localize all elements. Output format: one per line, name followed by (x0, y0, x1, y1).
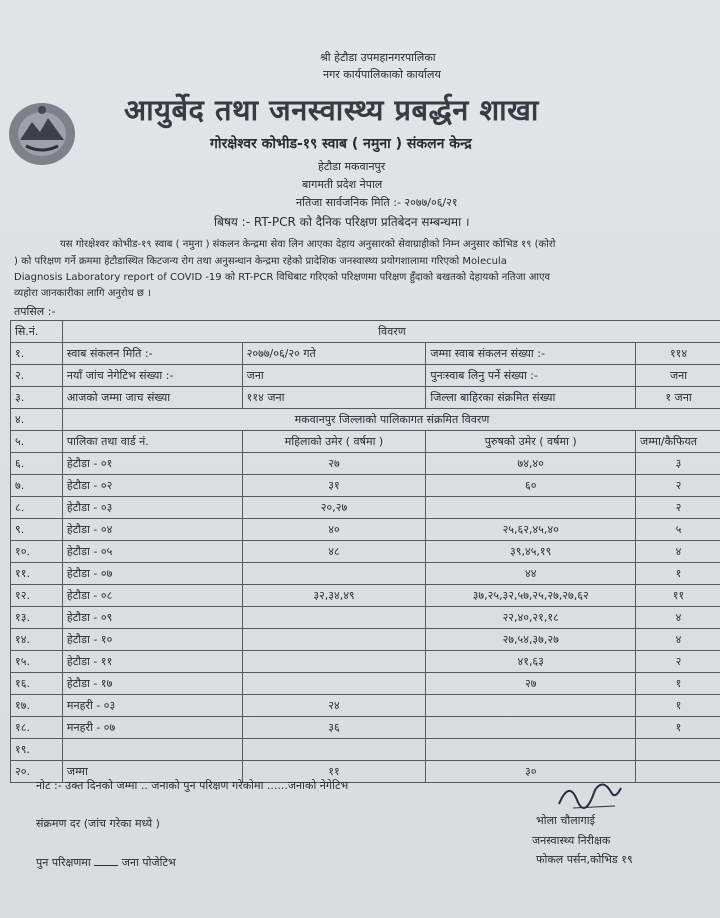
female-ages (242, 607, 426, 629)
male-ages: ४१,६३ (426, 651, 636, 673)
row-sn: २. (11, 365, 63, 387)
female-ages (242, 629, 426, 651)
row-sn: ७. (11, 475, 63, 497)
row-sn: ८. (11, 497, 63, 519)
swab-date-value: २०७७/०६/२० गते (242, 343, 426, 365)
body-line-2: ) को परिक्षण गर्ने क्रममा हेटौडास्थित किटजन्य रोग तथा अनुसन्धान केन्द्रमा रहेको प्रादेशिक जनस्वास्थ्य प्रयोगशालामा गरिएको Molecula (14, 256, 507, 267)
table-row (11, 651, 720, 673)
row-total: १ (636, 563, 720, 585)
male-ages: ३९,४५,१९ (426, 541, 636, 563)
reswab-value: जना (636, 365, 720, 387)
table-row (11, 343, 720, 365)
row-sn: १२. (11, 585, 63, 607)
table-row (11, 475, 720, 497)
row-sn: २०. (11, 761, 63, 783)
male-ages: २५,६२,४५,४० (426, 519, 636, 541)
row-sn: १. (11, 343, 63, 365)
male-ages (426, 497, 636, 519)
row-sn: १४. (11, 629, 63, 651)
summary-table (10, 320, 720, 783)
ward-name: हेटौडा - ०२ (62, 475, 242, 497)
row-total: ४ (636, 607, 720, 629)
row-total: ४ (636, 629, 720, 651)
address-line-2: बागमती प्रदेश नेपाल (302, 178, 383, 191)
table-row (11, 629, 720, 651)
row-sn: ३. (11, 387, 63, 409)
row-total: ११ (636, 585, 720, 607)
outside-district-value: १ जना (636, 387, 720, 409)
retest-mark (94, 865, 118, 866)
row-sn: ५. (11, 431, 63, 453)
signer-name: भोला चौलागाई (536, 814, 595, 827)
signer-title: जनस्वास्थ्य निरीक्षक (532, 834, 611, 847)
total-label: जम्मा (62, 761, 242, 783)
row-sn: ११. (11, 563, 63, 585)
ward-rows (11, 453, 720, 761)
tapsil-label: तपसिल :- (14, 305, 56, 318)
office-name: नगर कार्यपालिकाको कार्यालय (323, 68, 441, 81)
col-male-age: पुरुषको उमेर ( वर्षमा ) (426, 431, 636, 453)
government-emblem (6, 100, 78, 168)
header-description: विवरण (62, 321, 720, 343)
table-row (11, 387, 720, 409)
table-header-row (11, 321, 720, 343)
row-sn: १३. (11, 607, 63, 629)
district-section-title: मकवानपुर जिल्लाको पालिकागत संक्रमित विवरण (62, 409, 720, 431)
row-total: १ (636, 673, 720, 695)
row-total: २ (636, 651, 720, 673)
male-ages: ३७,२५,३२,५७,२५,२७,२७,६२ (426, 585, 636, 607)
female-ages (242, 739, 426, 761)
table-row (11, 695, 720, 717)
ward-name: हेटौडा - ०५ (62, 541, 242, 563)
row-sn: १७. (11, 695, 63, 717)
female-ages: २७ (242, 453, 426, 475)
female-ages: ३६ (242, 717, 426, 739)
reswab-label: पुनःस्वाब लिनु पर्ने संख्या :- (426, 365, 636, 387)
row-total: ३ (636, 453, 720, 475)
row-sn: १५. (11, 651, 63, 673)
ward-name: हेटौडा - ११ (62, 651, 242, 673)
row-total: ५ (636, 519, 720, 541)
body-line-3: Diagnosis Laboratory report of COVID -19 को RT-PCR विधिबाट गरिएको परिक्षणमा परिक्षण हुँदाको बखतको देहायको नतिजा आएव (14, 272, 551, 283)
row-sn: ९. (11, 519, 63, 541)
col-total: जम्मा/कैफियत (636, 431, 720, 453)
infection-rate: संक्रमण दर (जांच गरेका मध्ये ) (36, 817, 160, 830)
male-ages: ४४ (426, 563, 636, 585)
female-ages: ३२,३४,४९ (242, 585, 426, 607)
total-tests-label: आजको जम्मा जाच संख्या (62, 387, 242, 409)
male-ages: २२,४०,२१,१८ (426, 607, 636, 629)
table-row (11, 453, 720, 475)
table-row (11, 739, 720, 761)
ward-name: हेटौडा - ०८ (62, 585, 242, 607)
ward-name: हेटौडा - ०३ (62, 497, 242, 519)
female-ages: २०,२७ (242, 497, 426, 519)
retest-line (36, 855, 176, 870)
signature (555, 770, 625, 812)
result-date: नतिजा सार्वजनिक मिति :- २०७७/०६/२१ (296, 196, 458, 209)
table-row (11, 607, 720, 629)
row-total: २ (636, 497, 720, 519)
table-row (11, 673, 720, 695)
female-ages: ४८ (242, 541, 426, 563)
col-ward: पालिका तथा वार्ड नं. (62, 431, 242, 453)
ward-name: हेटौडा - ०४ (62, 519, 242, 541)
total-swab-value: ११४ (636, 343, 720, 365)
ward-name: हेटौडा - ०१ (62, 453, 242, 475)
row-sn: १६. (11, 673, 63, 695)
col-female-age: महिलाको उमेर ( वर्षमा ) (242, 431, 426, 453)
female-ages: ४० (242, 519, 426, 541)
table-row (11, 541, 720, 563)
row-sn: १८. (11, 717, 63, 739)
retest-suffix: जना पोजेटिभ (121, 856, 176, 869)
table-row (11, 497, 720, 519)
male-ages: ६० (426, 475, 636, 497)
negative-count-label: नयाँ जांच नेगेटिभ संख्या :- (62, 365, 242, 387)
row-total: २ (636, 475, 720, 497)
municipality-name: श्री हेटौडा उपमहानगरपालिका (320, 51, 436, 64)
department-title: आयुर्बेद तथा जनस्वास्थ्य प्रबर्द्धन शाखा (124, 93, 539, 127)
male-ages (426, 695, 636, 717)
total-male: ३० (426, 761, 636, 783)
female-ages (242, 673, 426, 695)
table-row (11, 717, 720, 739)
body-line-1: यस गोरक्षेश्वर कोभीड-१९ स्वाब ( नमुना ) संकलन केन्द्रमा सेवा लिन आएका देहाय अनुसारको सेवाग्राहीको निम्न अनुसार कोभिड १९ (कोरो (60, 239, 556, 250)
ward-name: हेटौडा - १७ (62, 673, 242, 695)
table-subheader-row (11, 431, 720, 453)
swab-date-label: स्वाब संकलन मिति :- (62, 343, 242, 365)
total-swab-label: जम्मा स्वाब संकलन संख्या :- (426, 343, 636, 365)
header-sn: सि.नं. (11, 321, 63, 343)
male-ages: २७,५४,३७,२७ (426, 629, 636, 651)
male-ages (426, 717, 636, 739)
row-sn: १०. (11, 541, 63, 563)
female-ages (242, 563, 426, 585)
female-ages: २४ (242, 695, 426, 717)
row-total: १ (636, 695, 720, 717)
table-row (11, 519, 720, 541)
male-ages (426, 739, 636, 761)
retest-label: पुन परिक्षणमा (36, 856, 95, 869)
footer-note: नोट :- उक्त दिनको जम्मा .. जनाको पुन परिक्षण गरेकोमा ......जनाको नेगेटिभ (36, 779, 349, 792)
ward-name: मनहरी - ०७ (62, 717, 242, 739)
signer-role: फोकल पर्सन,कोभिड १९ (536, 853, 633, 866)
row-total (636, 739, 720, 761)
body-line-4: व्यहोरा जानकारीका लागि अनुरोध छ । (14, 288, 151, 299)
total-tests-value: ११४ जना (242, 387, 426, 409)
male-ages: ७४,४० (426, 453, 636, 475)
address-line-1: हेटौडा मकवानपुर (318, 160, 386, 173)
table-row (11, 585, 720, 607)
row-sn: ६. (11, 453, 63, 475)
row-sn: ४. (11, 409, 63, 431)
negative-count-value: जना (242, 365, 426, 387)
table-row (11, 563, 720, 585)
ward-name: हेटौडा - ०९ (62, 607, 242, 629)
subject-line: बिषय :- RT-PCR को दैनिक परिक्षण प्रतिबेदन सम्बन्धमा । (214, 215, 470, 229)
center-name: गोरक्षेश्वर कोभीड-१९ स्वाब ( नमुना ) संकलन केन्द्र (210, 136, 472, 152)
male-ages: २७ (426, 673, 636, 695)
ward-name: मनहरी - ०३ (62, 695, 242, 717)
row-sn: १९. (11, 739, 63, 761)
row-total: ४ (636, 541, 720, 563)
table-row (11, 365, 720, 387)
ward-name (62, 739, 242, 761)
ward-name: हेटौडा - १० (62, 629, 242, 651)
table-row (11, 409, 720, 431)
row-total: १ (636, 717, 720, 739)
female-ages (242, 651, 426, 673)
total-female: ११ (242, 761, 426, 783)
female-ages: ३१ (242, 475, 426, 497)
outside-district-label: जिल्ला बाहिरका संक्रमित संख्या (426, 387, 636, 409)
ward-name: हेटौडा - ०७ (62, 563, 242, 585)
